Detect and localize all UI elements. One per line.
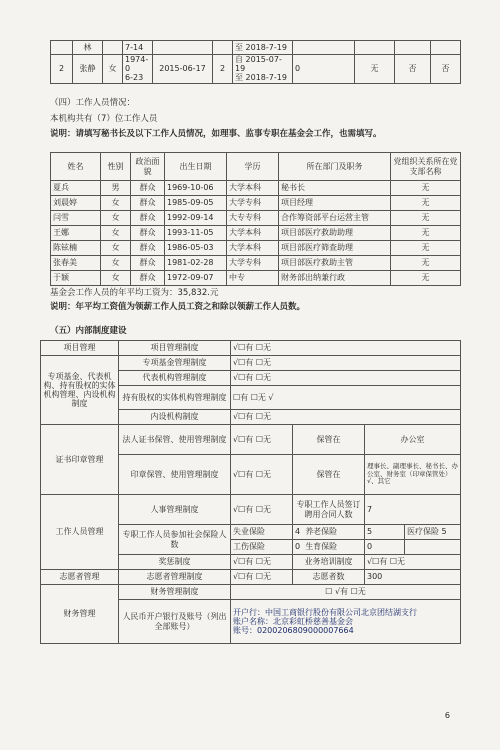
section4-heading: （四）工作人员情况： <box>50 98 136 108</box>
staff-count-line: 本机构共有（7）位工作人员 <box>50 114 158 124</box>
table-row: 于颖 女 群众 1972-09-07 中专 财务部出纳兼行政 无 <box>51 271 461 286</box>
staff-header-row: 姓名 性别 政治面貌 出生日期 学历 所在部门及职务 党组织关系所在党支部名称 <box>51 153 461 181</box>
table-row: 闫雪 女 群众 1992-09-14 大专专科 合作筹资部平台运营主管 无 <box>51 211 461 226</box>
table-row: 刘晨婷 女 群众 1985-09-05 大学专科 项目经理 无 <box>51 196 461 211</box>
section5-heading: （五）内部制度建设 <box>50 326 127 336</box>
table-row: 夏兵 男 群众 1969-10-06 大学本科 秘书长 无 <box>51 181 461 196</box>
page-number: 6 <box>444 711 450 720</box>
internal-systems-table: 项目管理 项目管理制度 √☐有 ☐无 专项基金、代表机构、持有股权的实体机构管理、内设机构制度 专项基金管理制度 √☐有 ☐无 代表机构管理制度 √☐有 ☐无 持有股权的实体机构管理制度 ☐有 ☐无 √ 内设机构制度 √☐有 ☐无 证书印章管理 法人证书保管、使用管理制度 √☐有 ☐无 保管在 办公室 印章保管、使用管理制度 √☐有 ☐无 保管在 理事长、副理事长、秘书长、办公室、财务室（印章保管处） √、其它 工作人员管理 人事管理制度 √☐有 ☐无 专职工作人员签订聘用合同人数 7 专职工作人员参加社会保险人数 失业保险 4 养老保险 5 医疗保险 5 工伤保险 0 生育保险 0 奖惩制度 √☐有 ☐无 业务培训制度 √☐有 ☐无 志愿者管理 志愿者管理制度 √☐有 ☐无 志愿者数 300 财务管理 财务管理制度 ☐ √有 ☐无 人民币开户银行及账号（列出全部账号） 开户行：中国工商银行股份有限公司北京团结湖支行 账户名称：北京彩虹桥慈善基金会 账号：0200206809000007664 <box>40 340 461 644</box>
bank-name: 开户行：中国工商银行股份有限公司北京团结湖支行 <box>233 607 417 617</box>
table-row: 陈铉楠 女 群众 1986-05-03 大学本科 项目部医疗筛查助理 无 <box>51 241 461 256</box>
table-row: 张春美 女 群众 1981-02-28 大学专科 项目部医疗救助主管 无 <box>51 256 461 271</box>
section4-note: 说明：请填写秘书长及以下工作人员情况，如理事、监事专职在基金会工作，也需填写。 <box>50 129 382 139</box>
salary-note: 说明：年平均工资值为领薪工作人员工资之和除以领薪工作人员数。 <box>50 302 306 312</box>
avg-salary-line: 基金会工作人员的年平均工资为：35,832.元 <box>50 288 219 298</box>
staff-table <box>50 152 461 286</box>
account-number: 账号：0200206809000007664 <box>233 626 354 636</box>
table-row: 王娜 女 群众 1993-11-05 大学本科 项目部医疗救助助理 无 <box>51 226 461 241</box>
account-name: 账户名称：北京彩虹桥慈善基金会 <box>233 616 353 626</box>
prev-board-table: 林 7-14 至 2018-7-19 2 张静 女 1974-0 6-23 2015-06-17 2 自 2015-07-19 至 2018-7-19 0 无 否 否 <box>50 40 461 84</box>
